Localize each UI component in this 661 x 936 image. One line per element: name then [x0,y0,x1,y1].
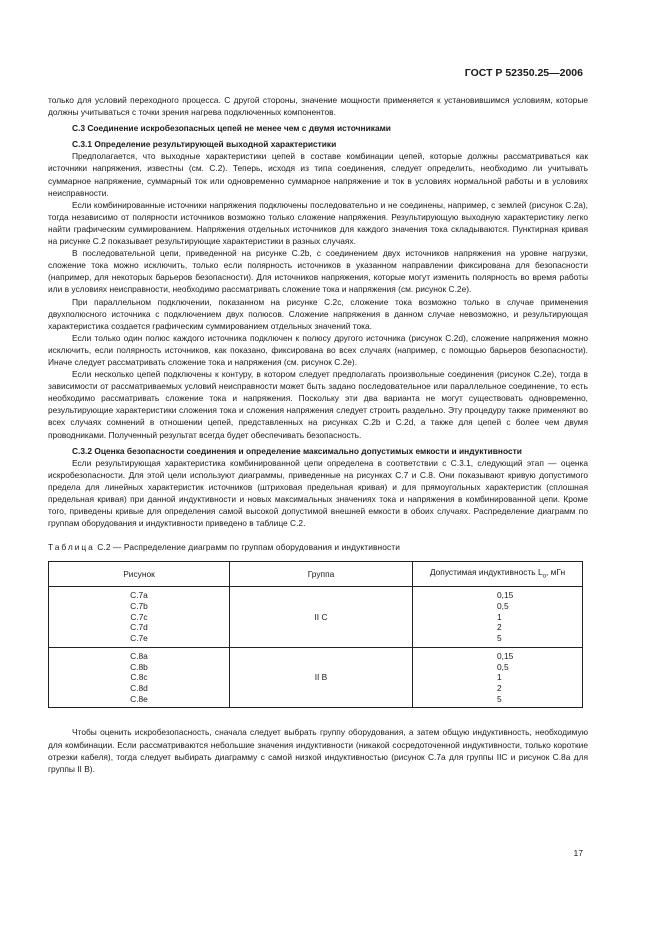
column-header-figure: Рисунок [49,562,230,587]
page-number: 17 [573,848,583,858]
figure-ref: С.8с [130,672,148,683]
intro-paragraph: только для условий переходного процесса. С другой стороны, значение мощности применяется к установившимся условиям, которые должны учитываться с точки зрения нагрева подключенных компонентов. [48,95,588,118]
figure-cell [49,587,230,648]
c31-paragraph: Если несколько цепей подключены к контуру, в котором следует предполагать произвольные соединения (рисунок С.2е), тогда в зависимости от рассматриваемых условий неисправности может быть задано последовательное или параллельное соединение, то есть необходимо рассматривать сложение тока и напряжения. Поскольку эти два варианта не могут существовать одновременно, результирующие характеристики сложения тока и сложения напряжения следует строить раздельно. Эту процедуру также применяют во всех случаях сомнений в отношении цепей, представленных на рисунках С.2b и С.2d, а также для цепей с более чем двумя проводниками. Полученный результат всегда будет обеспечивать безопасность. [48,369,588,440]
inductance-value: 0,15 [497,650,514,661]
inductance-value: 0,5 [497,601,509,612]
figure-ref: С.7е [130,633,148,644]
section-c32-heading: С.3.2 Оценка безопасности соединения и определение максимально допустимых емкости и индуктивности [72,445,522,456]
table-row [49,587,583,648]
inductance-value: 1 [497,611,502,622]
table-caption-label: Таблица [48,542,95,553]
document-header: ГОСТ Р 52350.25—2006 [464,67,583,79]
table-caption-text: С.2 — Распределение диаграмм по группам оборудования и индуктивности [94,542,401,553]
inductance-value: 1 [497,672,502,683]
column-header-inductance [413,562,583,587]
figure-ref: С.8е [130,693,148,704]
inductance-cell [413,587,583,648]
inductance-value: 0,5 [497,661,509,672]
figure-ref: С.7с [130,611,148,622]
c31-paragraph: Предполагается, что выходные характеристики цепей в составе комбинации цепей, которые должны рассматриваться как источники напряжения, известны (см. С.2). Теперь, исходя из типа соединения, следует определить, необходимо ли учитывать суммарное напряжение, суммарный ток или одновременно суммарное напряжение и ток в условиях нормальной работы и в условиях неисправности. [48,151,588,198]
figure-ref: С.7b [130,601,148,612]
diagram-allocation-table [48,561,583,708]
section-c3-heading: С.3 Соединение искробезопасных цепей не менее чем с двумя источниками [72,123,391,134]
inductance-value: 5 [497,633,502,644]
page-content [48,94,588,775]
figure-ref: С.8а [130,650,148,661]
inductance-subscript: o [542,573,547,580]
c31-paragraph: Если комбинированные источники напряжения подключены последовательно и не соединены, например, с землей (рисунок С.2а), тогда независимо от полярности источников возможно только сложение напряжения. Результирующую выходную характеристику легко найти графическим суммированием. Напряжения отдельных источников для каждого значения тока складываются. Пунктирная кривая на рисунке С.2 показывает результирующие характеристики в разных случаях. [48,199,588,247]
figure-ref: С.8d [130,683,148,693]
inductance-cell [413,647,583,708]
inductance-value: 0,15 [497,590,514,601]
figure-ref: С.7а [130,590,148,601]
figure-ref: С.7d [130,622,148,633]
final-paragraph: Чтобы оценить искробезопасность, сначала следует выбрать группу оборудования, а затем общую индуктивность, необходимую для комбинации. Если рассматриваются небольшие значения индуктивности (никакой сосредоточенной индуктивности, только короткие отрезки кабеля), тогда следует выбирать диаграмму с самой низкой индуктивностью (рисунок С.7а для группы IIC и рисунок С.8а для группы II B). [48,727,588,774]
inductance-value: 2 [497,683,502,693]
group-cell: II B [230,647,413,708]
c31-paragraph: Если только один полюс каждого источника подключен к полюсу другого источника (рисунок С.2d), сложение напряжения можно исключить, если полярность источников, как показано, фиксирована во всех случаях (например, с помощью барьеров безопасности). Иначе следует рассматривать сложение тока и напряжения (см. рисунок С.2е). [48,332,588,367]
inductance-value: 5 [497,693,502,704]
section-c31-heading: С.3.1 Определение результирующей выходной характеристики [72,139,337,150]
c31-paragraph: В последовательной цепи, приведенной на рисунке С.2b, с соединением двух источников напряжения на уровне нагрузки, сложение тока можно исключить, только если полярность источников в указанном направлении фиксирована для безопасности (например, для некоторых барьеров безопасности). Для источников напряжения, которые могут изменить полярность во время работы или в условиях неисправности, необходимо рассматривать сложение тока и напряжения (см. рисунок С.2е). [48,248,588,295]
figure-ref: С.8b [130,661,148,672]
c32-paragraph: Если результирующая характеристика комбинированной цепи определена в соответствии с С.3.1, следующий этап — оценка искробезопасности. Для этой цели используют диаграммы, приведенные на рисунках С.7 и С.8. Они показывают кривую допустимого предела для линейных характеристик источников (штриховая предельная кривая) и для прямоугольных характеристик (сплошная предельная кривая) при данной индуктивности и новых максимальных значениях тока и напряжения в комбинированной цепи. Кроме того, приведены кривые для определения самой высокой допустимой внешней емкости в обоих случаях. Распределение диаграмм по группам оборудования и индуктивности приведено в таблице С.2. [48,457,588,529]
inductance-header-text: Допустимая индуктивность L [429,566,543,577]
table-caption [48,541,588,553]
figure-cell [49,647,230,708]
c31-paragraph: При параллельном подключении, показанном на рисунке С.2с, сложение тока возможно только в случае применения двухполюсного источника с подключением двух полюсов. Сложение напряжения в данном случае невозможно, и результирующая характеристика создается графическим суммированием отдельных значений тока. [48,296,588,331]
inductance-unit: , мГн [546,566,566,577]
column-header-group: Группа [230,562,413,587]
table-row [49,647,583,708]
group-cell: II C [230,587,413,648]
inductance-value: 2 [497,622,502,633]
